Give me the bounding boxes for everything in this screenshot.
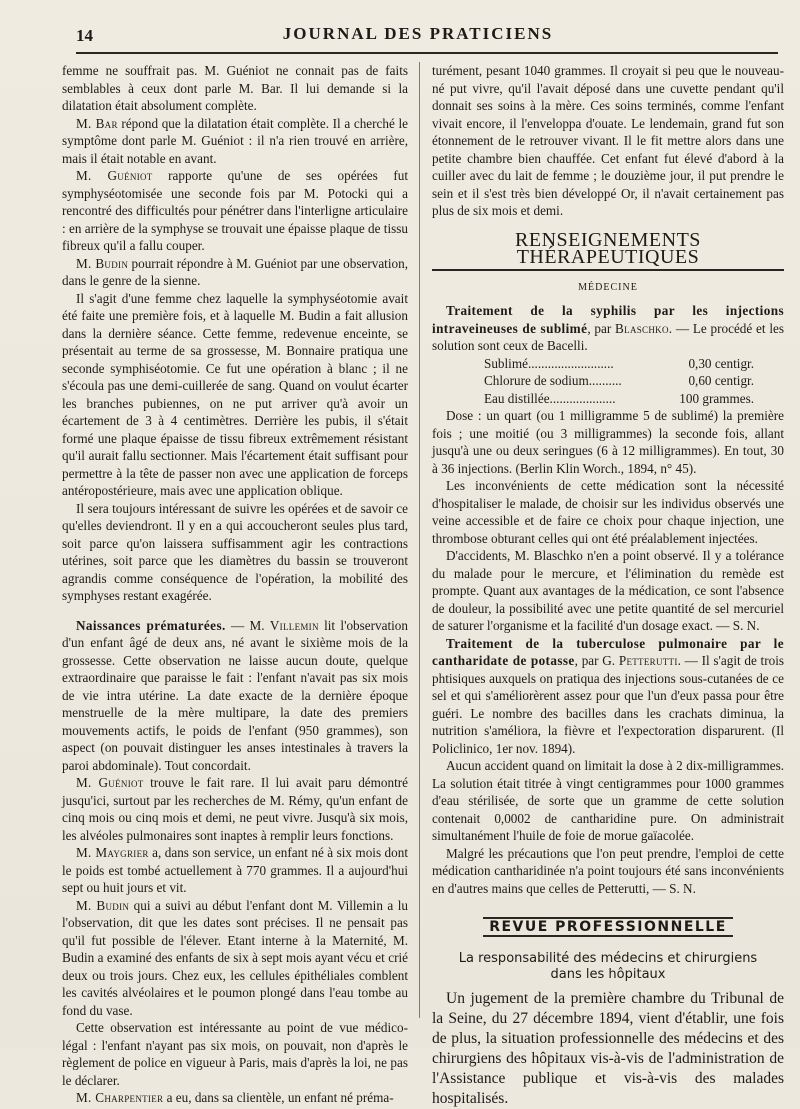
author-name: Petterutti — [618, 653, 678, 668]
paragraph-text: . — Il s'agit de trois phtisiques auxquels on pratiqua des injections sous-cutanées de ce sel et qui s'améliorèrent assez pour que l'un d'eux passa pour être guéri. Le nombre des bacilles dans les crachats diminua, la nutrition s'améliora, la fièvre et l'expectoration disparurent. (Il Policlinico, 1er nov. 1894). — [432, 653, 784, 756]
revue-title-text: REVUE PROFESSIONNELLE — [483, 917, 733, 937]
article-title: La responsabilité des médecins et chirurgiens dans les hôpitaux — [458, 950, 758, 982]
paragraph — [62, 167, 408, 255]
paragraph-text: , par — [587, 320, 616, 336]
paragraph-text: , par G. — [574, 653, 619, 668]
paragraph — [432, 635, 784, 758]
paragraph-text: a eu, dans sa clientèle, un enfant né préma- — [163, 1090, 394, 1105]
author-name: Blaschko — [615, 320, 669, 336]
speaker-name: Villemin — [269, 617, 319, 633]
paragraph-text: qui a suivi au début l'enfant dont M. Villemin a lu l'observation, dit que les dates sont précises. Il ne pensait pas qu'il fut possible de l'élever. Etant interne à la Maternité, M. Budin a examiné des enfants de six à sept mois ayant vécu et crié deux ou trois jours. Chez eux, les cellules épithéliales comblent les cavités alvéolaires et le poumon plongé dans l'eau tombe au fond du vase. — [62, 897, 408, 1018]
paragraph — [62, 115, 408, 168]
speaker-name: M. Bar — [76, 115, 118, 131]
journal-title: JOURNAL DES PRATICIENS — [282, 24, 554, 43]
column-divider — [419, 62, 420, 1018]
paragraph: Il sera toujours intéressant de suivre les opérées et de savoir ce qu'elles deviendront. Il y en a qui accoucheront seules plus tard, soit parce qu'on laissera suffisamment agir les contractions utérines, soit parce que les diamètres du bassin se trouveront agrandis comme conséquence de l'opération, la mobilité des symphyses restant exagérée. — [62, 500, 408, 603]
speaker-name: M. Guéniot — [76, 168, 153, 183]
running-header — [58, 22, 778, 52]
paragraph-text: a, dans son service, un enfant né à six mois dont le poids est tombé actuellement à 770 grammes. Il a aujourd'hui sept ou huit jours et vit. — [62, 845, 408, 895]
paragraph-text: — M. — [225, 617, 270, 633]
paragraph — [62, 897, 408, 1020]
section-title: RENSEIGNEMENTS THÉRAPEUTIQUES — [515, 228, 701, 268]
header-rule — [76, 52, 778, 54]
paragraph-text: répond que la dilatation était complète. Il a cherché le symptôme dont parle M. Guéniot : il n'a rien trouvé en arrière, mais il était notable en avant. — [62, 115, 409, 166]
ingredient-name: Sublimé.......................... — [484, 355, 614, 371]
paragraph — [62, 774, 408, 844]
formula-row — [484, 390, 754, 408]
paragraph — [62, 1089, 408, 1107]
spacer — [62, 605, 408, 617]
ingredient-quantity: 0,60 centigr. — [688, 373, 754, 388]
revue-section-title — [432, 919, 784, 937]
ingredient-name: Chlorure de sodium.......... — [484, 373, 622, 388]
speaker-name: M. Guéniot — [76, 775, 144, 790]
paragraph — [62, 255, 408, 290]
article-body: Un jugement de la première chambre du Tribunal de la Seine, du 27 décembre 1894, vient d'établir, une fois de plus, la situation professionnelle des médecins et des chirurgiens des hôpitaux vis-à-vis de l'administration de l'Assistance publique et vis-à-vis des malades hospitalisés. — [432, 989, 784, 1107]
section-rule — [432, 269, 784, 271]
left-column — [62, 62, 409, 1105]
topic-heading: Traitement de la tuberculose pulmonaire par le cantharidate de potasse — [432, 635, 784, 668]
paragraph: turément, pesant 1040 grammes. Il croyait si peu que le nouveau-né put vivre, qu'il l'avait déposé dans une cuvette pendant qu'il donnait ses soins à la mère. Ces soins terminés, comme l'enfant vivait encore, il l'enveloppa d'ouate. Le lendemain, grand fut son étonnement de le retrouver vivant. Il le fit mettre alors dans une petite chambre bien chauffée. Cet enfant fut élevé d'abord à la cuiller avec du lait de femme ; le douzième jour, il put prendre le sein et il s'est très bien développé Or, il n'avait certainement pas plus de six mois et demi. — [432, 63, 784, 218]
ingredient-name: Eau distillée.................... — [484, 390, 616, 406]
paragraph: Il s'agit d'une femme chez laquelle la symphyséotomie avait été faite une première fois, et à laquelle M. Budin a fait allusion dans la dernière séance. Cette femme, redevenue enceinte, se présentait au terme de sa grossesse, M. Bonnaire pratiqua une seconde symphiséotomie. Ce fut une opération à blanc ; il ne s'écoula pas une demi-cuillerée de sang. Quand on voulut écarter les branches pubiennes, on ne put arriver qu'à avoir un écartement de 3 à 4 centimètres. Derrière les pubis, il s'était formé une plaque épaisse de tissu fibreux extrêmement résistant qu'il aurait fallu sectionner. Mais l'écartement était suffisant pour permettre à la tête de passer non avec une application de forceps antéropostérieure, mais avec une application oblique. — [62, 290, 408, 498]
paragraph: D'accidents, M. Blaschko n'en a point observé. Il y a tolérance du malade pour le mercure, et l'élimination du remède est prompte. Quant aux avantages de la médication, ce sont l'absence de douleur, la possibilité avec une petite quantité de sel mercuriel de saturer l'organisme et la facilité d'un dosage exact. — S. N. — [432, 548, 784, 633]
topic-heading: Traitement de la syphilis par les injections intraveineuses de sublimé — [432, 303, 784, 336]
subsection-title: MÉDECINE — [578, 281, 638, 293]
paragraph: Aucun accident quand on limitait la dose à 2 dix-milligrammes. La solution était titrée à vingt centigrammes pour 1000 grammes d'eau stérilisée, de sorte que un gramme de cette solution contenait 0,0002 de cantharidine pure. On administrait simultanément l'huile de foie de morue gaïacolée. — [432, 758, 784, 843]
paragraph-text: trouve le fait rare. Il lui avait paru démontré jusqu'ici, surtout par les recherches de M. Rémy, qu'un enfant de cinq mois ou cinq mois et demi, ne peut vivre. Jusqu'à six mois, les alvéoles pulmonaires sont inaptes à remplir leurs fonctions. — [62, 775, 408, 843]
speaker-name: M. Budin — [76, 897, 130, 913]
ingredient-quantity: 0,30 centigr. — [688, 355, 754, 371]
right-column — [432, 62, 784, 1107]
paragraph-text: pourrait répondre à M. Guéniot par une observation, dans le genre de la sienne. — [62, 255, 408, 288]
formula-list — [484, 355, 754, 408]
paragraph: Malgré les précautions que l'on peut prendre, l'emploi de cette médication cantharidinée n'a point toujours été sans inconvénients en d'autres mains que celles de Petterutti, — S. N. — [432, 845, 784, 896]
paragraph: Cette observation est intéressante au point de vue médico-légal : l'enfant n'ayant pas six mois, on pouvait, non d'après le règlement de police en vigueur à Paris, mais d'après la loi, ne pas le déclarer. — [62, 1020, 408, 1088]
paragraph: Dose : un quart (ou 1 milligramme 5 de sublimé) la première fois ; une moitié (ou 3 milligrammes) la seconde fois, allant jusqu'à une ou deux seringues (6 à 12 milligrammes). En tout, 30 à 36 injections. (Berlin Klin Worch., 1894, n° 45). — [432, 408, 784, 476]
speaker-name: M. Budin — [76, 255, 129, 271]
page-number: 14 — [76, 26, 93, 45]
formula-row — [484, 355, 754, 373]
paragraph-text: lit l'observation d'un enfant âgé de deux ans, né avant le sixième mois de la grossesse. Cette observation ne laisse aucun doute, quelque extraordinaire que paraisse le fait : l'enfant n'avait pas six mois de vie intra utérine. La date exacte de la dernière époque menstruelle de la mère multipare, la date des premiers mouvements actifs, le poids de l'enfant (950 grammes), son aspect (on pouvait distinguer les anses intestinales à travers la paroi abdominale). Tout concordait. — [62, 617, 408, 773]
paragraph-text: rapporte qu'une de ses opérées fut symphyséotomisée une seconde fois par M. Potocki qui a rencontré des difficultés pour pénétrer dans l'interligne articulaire : en arrière de la symphyse se trouvait une épaisse plaque de tissu fibreux qu'il a fallu couper. — [62, 168, 408, 253]
paragraph: Les inconvénients de cette médication sont la nécessité d'hospitaliser le malade, de choisir sur les individus observés une veine accessible et de faire ce choix pour chaque injection, une thrombose obturant celles qui ont été préalablement injectées. — [432, 478, 784, 546]
paragraph: femme ne souffrait pas. M. Guéniot ne connait pas de faits semblables à ceux dont parle M. Bar. Il lui demande si la dilatation était absolument complète. — [62, 63, 408, 113]
speaker-name: M. Charpentier — [76, 1090, 164, 1105]
paragraph — [62, 617, 408, 775]
speaker-name: M. Maygrier — [76, 845, 149, 860]
formula-row — [484, 372, 754, 390]
paragraph — [62, 844, 408, 897]
topic-heading: Naissances prématurées. — [76, 617, 226, 633]
ingredient-quantity: 100 grammes. — [679, 390, 754, 406]
paragraph-text: . — Le procédé et les solution sont ceux de Bacelli. — [432, 320, 784, 353]
paragraph — [432, 302, 784, 355]
